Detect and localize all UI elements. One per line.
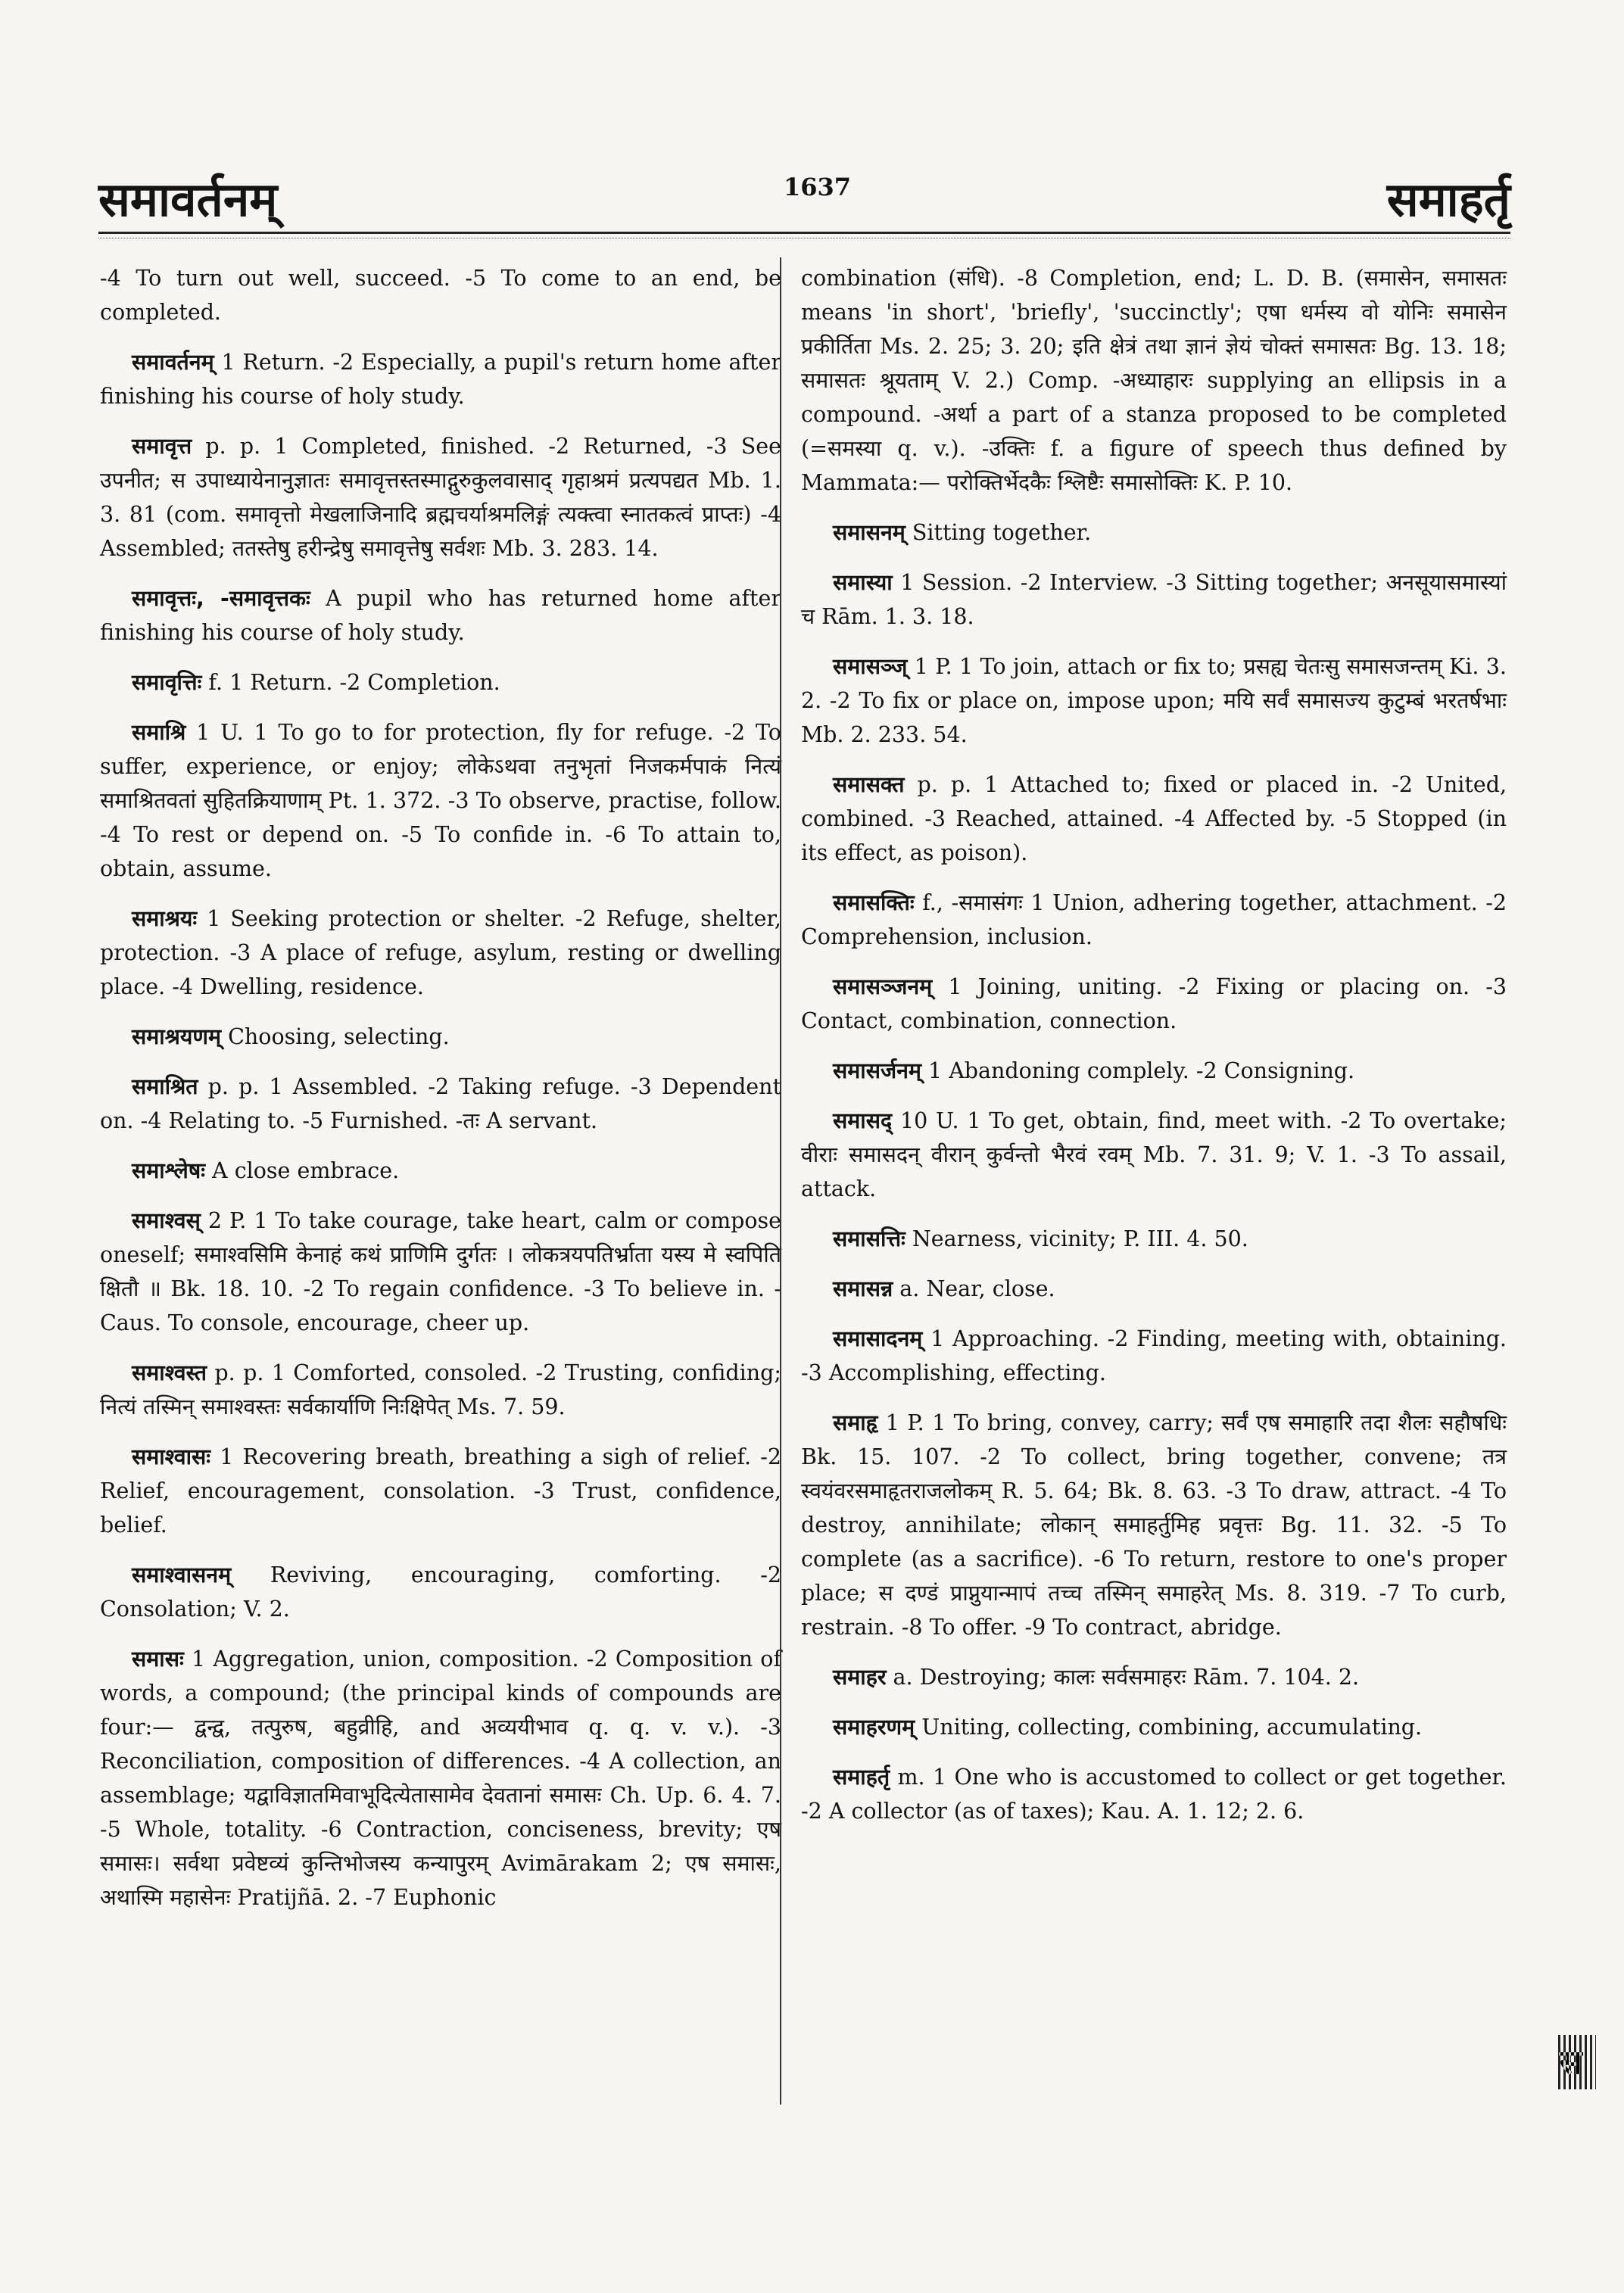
entry-headword: समासक्तिः — [833, 890, 915, 915]
entry-headword: समासनम् — [833, 520, 906, 545]
dictionary-entry — [801, 1054, 1507, 1088]
dictionary-entry — [801, 650, 1507, 752]
entry-headword: समाश्रित — [132, 1074, 198, 1099]
entry-headword: समासत्तिः — [833, 1226, 906, 1251]
dictionary-entry — [100, 429, 781, 565]
entry-definition: 2 P. 1 To take courage, take heart, calm or compose oneself; समाश्वसिमि केनाहं कथं प्राणिमि दुर्गतः । लोकत्रयपतिर्भ्राता यस्य मे स्वपिति क्षितौ ॥ Bk. 18. 10. -2 To regain confidence. -3 To believe in. -Caus. To console, encourage, cheer up. — [100, 1208, 781, 1335]
right-column — [801, 261, 1507, 1844]
entry-definition: f., -समासंगः 1 Union, adhering together, attachment. -2 Comprehension, inclusion. — [801, 890, 1507, 949]
entry-headword: समावृत्त — [132, 434, 192, 459]
entry-headword: समावृत्तिः — [132, 670, 202, 695]
entry-definition: 1 Aggregation, union, composition. -2 Composition of words, a compound; (the principal kinds of compounds are four:— द्वन्द्व, तत्पुरुष, बहुव्रीहि, and अव्ययीभाव q. q. v. v.). -3 Reconciliation, composition of differences. -4 A collection, an assemblage; यद्वाविज्ञातमिवाभूदित्येतासामेव देवतानां समासः Ch. Up. 6. 4. 7. -5 Whole, totality. -6 Contraction, conciseness, brevity; एष समासः। सर्वथा प्रवेष्टव्यं कुन्तिभोजस्य कन्यापुरम् Avimārakam 2; एष समासः, अथास्मि महासेनः Pratijñā. 2. -7 Euphonic — [100, 1647, 781, 1910]
dictionary-entry — [100, 1204, 781, 1340]
dictionary-entry — [801, 565, 1507, 634]
entry-headword: समाश्रि — [132, 720, 186, 745]
entry-headword: समासञ्ज् — [833, 654, 908, 679]
entry-definition: -4 To turn out well, succeed. -5 To come to an end, be completed. — [100, 266, 781, 325]
entry-definition: 1 U. 1 To go to for protection, fly for refuge. -2 To suffer, experience, or enjoy; लोकेऽथवा तनुभृतां निजकर्मपाकं नित्यं समाश्रितवतां सुहितक्रियाणाम् Pt. 1. 372. -3 To observe, practise, follow. -4 To rest or depend on. -5 To confide in. -6 To attain to, obtain, assume. — [100, 720, 781, 881]
running-headword-right: समाहर्तृ — [1386, 172, 1510, 227]
dictionary-entry — [100, 1440, 781, 1542]
dictionary-entry — [801, 261, 1507, 500]
entry-definition: 1 Approaching. -2 Finding, meeting with, obtaining. -3 Accomplishing, effecting. — [801, 1326, 1507, 1385]
dictionary-entry — [801, 516, 1507, 550]
entry-headword: समाश्वासः — [132, 1444, 211, 1469]
dictionary-entry — [100, 1642, 781, 1914]
header-rule — [98, 232, 1510, 234]
dictionary-entry — [801, 1760, 1507, 1828]
entry-definition: 1 P. 1 To bring, convey, carry; सर्वं एष समाहारि तदा शैलः सहौषधिः Bk. 15. 107. -2 To collect, bring together, convene; तत्र स्वयंवरसमाहृतराजलोकम् R. 5. 64; Bk. 8. 63. -3 To draw, attract. -4 To destroy, annihilate; लोकान् समाहर्तुमिह प्रवृत्तः Bg. 11. 32. -5 To complete (as a sacrifice). -6 To return, restore to one's proper place; स दण्डं प्राप्नुयान्मापं तच्च तस्मिन् समाहरेत् Ms. 8. 319. -7 To curb, restrain. -8 To offer. -9 To contract, abridge. — [801, 1410, 1507, 1640]
dictionary-entry — [100, 581, 781, 650]
entry-definition: 1 Recovering breath, breathing a sigh of relief. -2 Relief, encouragement, consolation. -3 Trust, confidence, belief. — [100, 1444, 781, 1537]
entry-definition: p. p. 1 Completed, finished. -2 Returned, -3 See उपनीत; स उपाध्यायेनानुज्ञातः समावृत्तस्तस्माद्गुरुकुलवासाद् गृहाश्रमं प्रत्यपद्यत Mb. 1. 3. 81 (com. समावृत्तो मेखलाजिनादि ब्रह्मचर्याश्रमलिङ्गं त्यक्त्वा स्नातकत्वं प्राप्तः) -4 Assembled; ततस्तेषु हरीन्द्रेषु समावृत्तेषु सर्वशः Mb. 3. 283. 14. — [100, 434, 781, 561]
entry-definition: 1 Return. -2 Especially, a pupil's return home after finishing his course of holy study. — [100, 350, 781, 409]
entry-definition: 1 Joining, uniting. -2 Fixing or placing on. -3 Contact, combination, connection. — [801, 974, 1507, 1033]
entry-definition: a. Near, close. — [893, 1276, 1055, 1301]
entry-definition: 10 U. 1 To get, obtain, find, meet with. -2 To overtake; वीराः समासदन् वीरान् कुर्वन्तो भैरवं रवम् Mb. 7. 31. 9; V. 1. -3 To assail, attack. — [801, 1108, 1507, 1201]
dictionary-entry — [100, 1020, 781, 1054]
entry-headword: समासादनम् — [833, 1326, 923, 1351]
entry-headword: समाश्रयः — [132, 906, 198, 931]
dictionary-entry — [801, 1660, 1507, 1694]
entry-headword: समास्या — [833, 570, 893, 595]
column-separator — [780, 257, 781, 2105]
entry-definition: combination (संधि). -8 Completion, end; L. D. B. (समासेन, समासतः means 'in short', 'briefly', 'succinctly'; एषा धर्मस्य वो योनिः समासेन प्रकीर्तिता Ms. 2. 25; 3. 20; इति क्षेत्रं तथा ज्ञानं ज्ञेयं चोक्तं समासतः Bg. 13. 18; समासतः श्रूयताम् V. 2.) Comp. -अध्याहारः supplying an ellipsis in a compound. -अर्था a part of a stanza proposed to be completed (=समस्या q. v.). -उक्तिः f. a figure of speech thus defined by Mammata:— परोक्तिर्भेदकैः श्लिष्टैः समासोक्तिः K. P. 10. — [801, 266, 1507, 495]
dictionary-entry — [100, 1558, 781, 1626]
dictionary-entry — [100, 1070, 781, 1138]
entry-headword: समाश्रयणम् — [132, 1024, 222, 1049]
entry-headword: समासः — [132, 1647, 184, 1671]
entry-definition: Nearness, vicinity; P. III. 4. 50. — [905, 1226, 1248, 1251]
entry-definition: Choosing, selecting. — [221, 1024, 450, 1049]
entry-headword: समावर्तनम् — [132, 350, 214, 375]
dictionary-entry — [100, 715, 781, 886]
entry-definition: f. 1 Return. -2 Completion. — [201, 670, 500, 695]
entry-headword: समासद् — [833, 1108, 893, 1133]
entry-definition: 1 Abandoning complely. -2 Consigning. — [921, 1058, 1355, 1083]
entry-definition: A close embrace. — [205, 1158, 400, 1183]
dictionary-entry — [100, 345, 781, 413]
entry-headword: समाश्वस्त — [132, 1360, 207, 1385]
entry-definition: Uniting, collecting, combining, accumulating. — [915, 1715, 1423, 1740]
dictionary-entry — [801, 768, 1507, 870]
entry-headword: समाश्वस् — [132, 1208, 201, 1233]
entry-headword: समासन्न — [833, 1276, 893, 1301]
entry-definition: Sitting together. — [905, 520, 1092, 545]
entry-headword: समावृत्तः, -समावृत्तकः — [132, 586, 310, 611]
dictionary-entry — [100, 1356, 781, 1424]
entry-definition: 1 Session. -2 Interview. -3 Sitting together; अनसूयासमास्यां च Rām. 1. 3. 18. — [801, 570, 1507, 629]
entry-headword: समासञ्जनम् — [833, 974, 933, 999]
dictionary-entry — [801, 1406, 1507, 1644]
running-headword-left: समावर्तनम् — [98, 172, 278, 227]
entry-definition: A pupil who has returned home after finishing his course of holy study. — [100, 586, 781, 645]
dictionary-entry — [801, 970, 1507, 1038]
dictionary-entry — [100, 902, 781, 1004]
dictionary-entry — [801, 1710, 1507, 1744]
entry-headword: समाश्वासनम् — [132, 1562, 232, 1587]
entry-headword: समाहर्तृ — [833, 1765, 890, 1790]
dictionary-entry — [100, 665, 781, 699]
entry-definition: 1 Seeking protection or shelter. -2 Refuge, shelter, protection. -3 A place of refuge, asylum, resting or dwelling place. -4 Dwelling, residence. — [100, 906, 781, 999]
entry-headword: समाहर — [833, 1665, 887, 1690]
entry-headword: समाहरणम् — [833, 1715, 915, 1740]
entry-headword: समाहृ — [833, 1410, 878, 1435]
entry-headword: समाश्लेषः — [132, 1158, 205, 1183]
page-number: 1637 — [784, 173, 852, 201]
entry-definition: m. 1 One who is accustomed to collect or get together. -2 A collector (as of taxes); Kau. A. 1. 12; 2. 6. — [801, 1765, 1507, 1824]
entry-headword: समासर्जनम् — [833, 1058, 921, 1083]
dictionary-entry — [100, 1154, 781, 1188]
entry-definition: 1 P. 1 To join, attach or fix to; प्रसह्य चेतःसु समासजन्तम् Ki. 3. 2. -2 To fix or place on, impose upon; मयि सर्वं समासज्य कुटुम्बं भरतर्षभाः Mb. 2. 233. 54. — [801, 654, 1507, 747]
entry-definition: a. Destroying; कालः सर्वसमाहरः Rām. 7. 104. 2. — [886, 1665, 1360, 1690]
dictionary-entry — [801, 1272, 1507, 1306]
page-header — [98, 151, 1510, 235]
entry-definition: p. p. 1 Comforted, consoled. -2 Trusting, confiding; नित्यं तस्मिन् समाश्वस्तः सर्वकार्याणि निःक्षिपेत् Ms. 7. 59. — [100, 1360, 781, 1419]
entry-definition: Reviving, encouraging, comforting. -2 Consolation; V. 2. — [100, 1562, 781, 1622]
dictionary-entry — [801, 1322, 1507, 1390]
left-column — [100, 261, 781, 1930]
entry-definition: p. p. 1 Attached to; fixed or placed in. -2 United, combined. -3 Reached, attained. -4 Affected by. -5 Stopped (in its effect, as poison). — [801, 772, 1507, 865]
dictionary-entry — [100, 261, 781, 329]
dictionary-entry — [801, 1222, 1507, 1256]
dictionary-entry — [801, 886, 1507, 954]
entry-headword: समासक्त — [833, 772, 905, 797]
entry-definition: p. p. 1 Assembled. -2 Taking refuge. -3 Dependent on. -4 Relating to. -5 Furnished. -तः A servant. — [100, 1074, 781, 1133]
dictionary-entry — [801, 1104, 1507, 1206]
thumb-index-letter: स — [1560, 2043, 1582, 2082]
